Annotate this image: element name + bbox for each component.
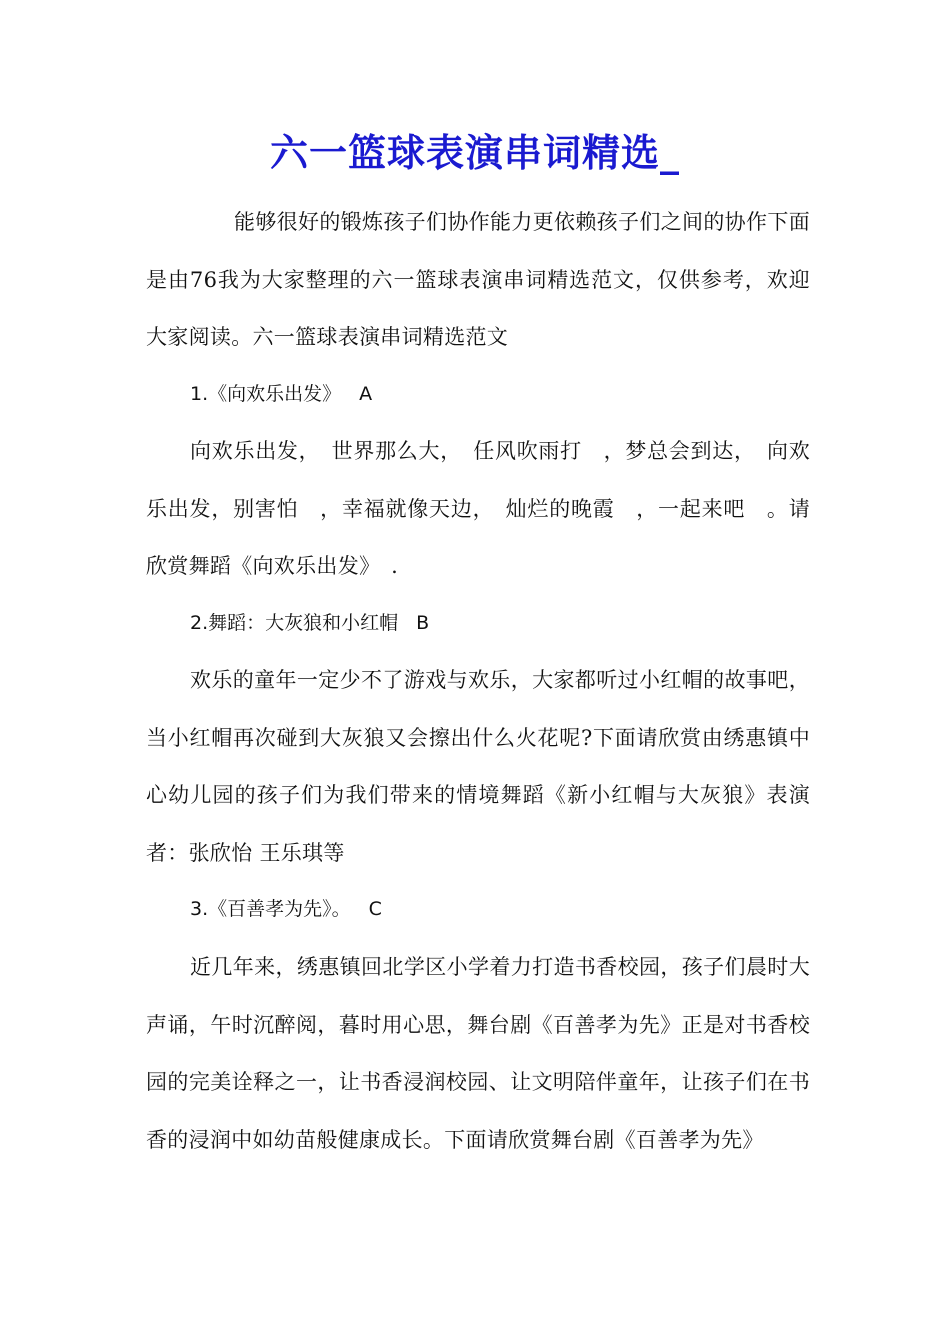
section-heading-3-text: 3.《百善孝为先》。 xyxy=(190,898,351,920)
section-body-2: 欢乐的童年一定少不了游戏与欢乐，大家都听过小红帽的故事吧，当小红帽再次碰到大灰狼又会擦出什么火花呢?下面请欣赏由绣惠镇中心幼儿园的孩子们为我们带来的情境舞蹈《新小红帽与大灰狼》表演者：张欣怡 王乐琪等 xyxy=(146,668,810,865)
section-body-1: 向欢乐出发， 世界那么大， 任风吹雨打 ，梦总会到达， 向欢乐出发，别害怕 ，幸福就像天边， 灿烂的晚霞 ，一起来吧 。请欣赏舞蹈《向欢乐出发》 . xyxy=(146,439,810,578)
section-heading-2-text: 2.舞蹈：大灰狼和小红帽 xyxy=(190,612,399,634)
document-title: 六一篮球表演串词精选_ xyxy=(269,130,680,175)
section-heading-1-text: 1.《向欢乐出发》 xyxy=(190,383,342,405)
intro-paragraph: 能够很好的锻炼孩子们协作能力更依赖孩子们之间的协作下面是由76我为大家整理的六一篮球表演串词精选范文，仅供参考，欢迎大家阅读。六一篮球表演串词精选范文 xyxy=(146,210,810,349)
section-heading-1 xyxy=(190,374,372,414)
section-heading-2 xyxy=(190,603,429,643)
section-body-3: 近几年来，绣惠镇回北学区小学着力打造书香校园，孩子们晨时大声诵，午时沉醉阅，暮时用心思，舞台剧《百善孝为先》正是对书香校园的完美诠释之一，让书香浸润校园、让文明陪伴童年，让孩子们在书香的浸润中如幼苗般健康成长。下面请欣赏舞台剧《百善孝为先》 xyxy=(146,955,810,1152)
section-heading-3 xyxy=(190,889,382,929)
section-heading-3-mark: C xyxy=(368,898,382,920)
section-heading-1-mark: A xyxy=(359,383,373,405)
section-heading-2-mark: B xyxy=(416,612,430,634)
